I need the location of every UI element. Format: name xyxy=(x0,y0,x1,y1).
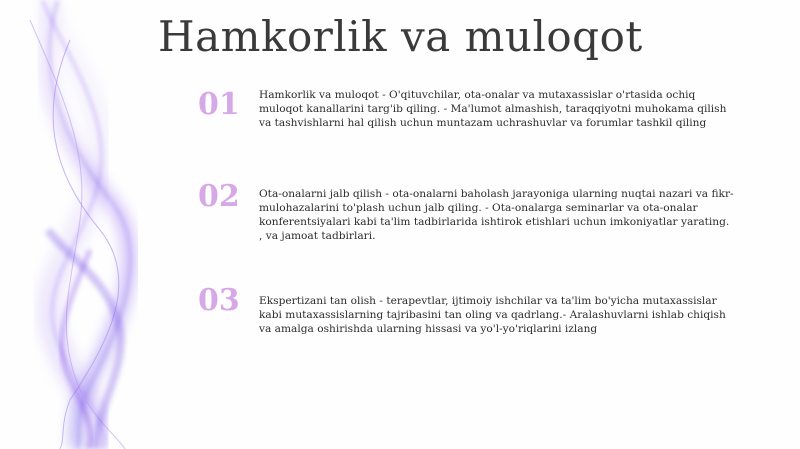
item-number: 01 xyxy=(198,87,240,122)
smoke-ribbon-decoration xyxy=(0,0,170,449)
slide-title: Hamkorlik va muloqot xyxy=(158,12,643,61)
item-number: 03 xyxy=(198,283,240,318)
item-number: 02 xyxy=(198,179,240,214)
item-text: Ota-onalarni jalb qilish - ota-onalarni baholash jarayoniga ularning nuqtai nazari va fikr-mulohazalarini to'plash uchun jalb qiling. - Ota-onalarga seminarlar va ota-onalar konferentsiyalari kabi ta'lim tadbirlarida ishtirok etishlari uchun imkoniyatlar yarating. , va jamoat tadbirlari. xyxy=(259,188,734,242)
item-text: Ekspertizani tan olish - terapevtlar, ijtimoiy ishchilar va ta'lim bo'yicha mutaxassislar kabi mutaxassislarning tajribasini tan oling va qadrlang.- Aralashuvlarni ishlab chiqish va amalga oshirishda ularning hissasi va yo'l-yo'riqlarini izlang xyxy=(259,295,726,335)
item-text: Hamkorlik va muloqot - O'qituvchilar, ota-onalar va mutaxassislar o'rtasida ochiq muloqot kanallarini targ'ib qiling. - Ma'lumot almashish, taraqqiyotni muhokama qilish va tashvishlarni hal qilish uchun muntazam uchrashuvlar va forumlar tashkil qiling xyxy=(259,89,727,129)
